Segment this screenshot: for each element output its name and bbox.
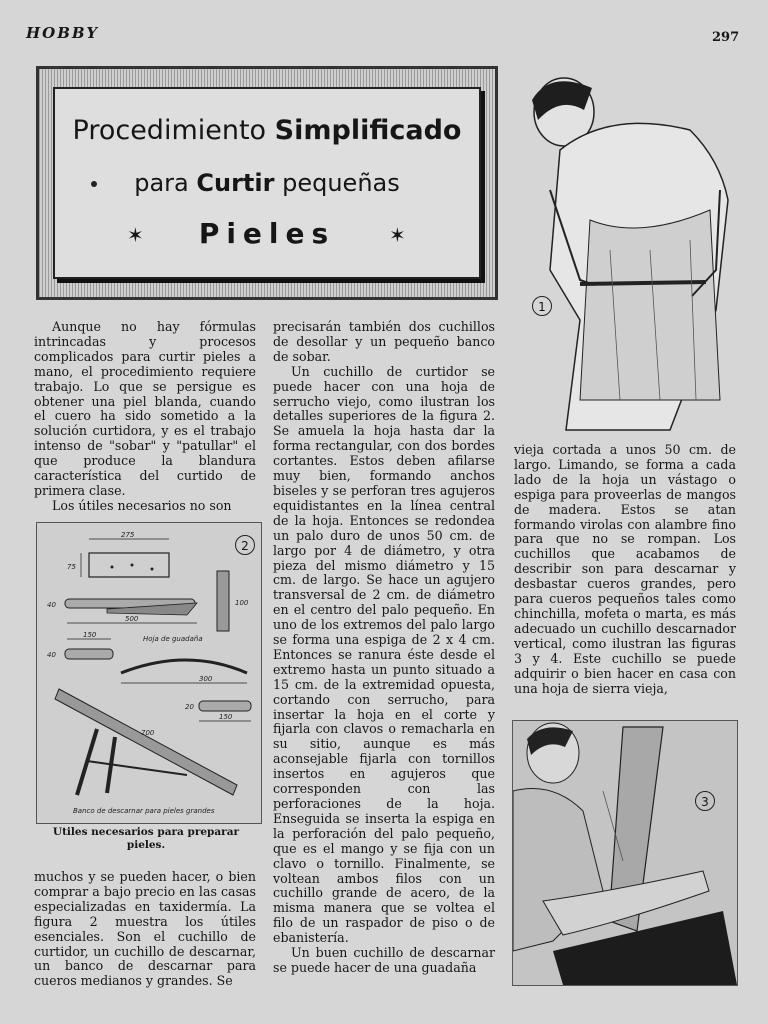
paragraph: precisarán también dos cuchillos de desollar y un pequeño banco de sobar. bbox=[273, 319, 495, 364]
figure-2-caption: Utiles necesarios para preparar pieles. bbox=[52, 826, 240, 851]
paragraph: muchos y se pueden hacer, o bien comprar a bajo precio en las casas especializadas en taxidermía. La figura 2 muestra los útiles esenciales. Son el cuchillo de curtidor, un cuchillo de descarnar, un banco de descarnar para cueros medianos y grandes. Se bbox=[34, 869, 256, 989]
running-title: HOBBY bbox=[26, 24, 100, 42]
dim-label: 150 bbox=[219, 713, 233, 721]
title-word-bold: Curtir bbox=[196, 169, 275, 197]
dim-label: 20 bbox=[185, 703, 194, 711]
title-word: pequeñas bbox=[282, 169, 400, 197]
paragraph: Un cuchillo de curtidor se puede hacer con una hoja de serrucho viejo, como ilustran los detalles superiores de la figura 2. Se amuela la hoja hasta dar la forma rectangular, con dos bordes cortantes. Estos deben afilarse muy bien, formando anchos biseles y se perforan tres agujeros equidistantes en la línea central de la hoja. Entonces se redondea un palo duro de unos 50 cm. de largo por 4 de diámetro, y otra pieza del mismo diámetro y 15 cm. de largo. Se hace un agujero transversal de 2 cm. de diámetro en el centro del palo pequeño. En uno de los extremos del palo largo se forma una espiga de 2 x 4 cm. Entonces se ranura éste desde el extremo hasta un punto situado a 15 cm. de la extremidad opuesta, cortando con serrucho, para insertar la hoja en el corte y fijarla con clavos o remacharla en su sitio, aunque es más aconsejable fijarla con tornillos insertos en agujeros que corresponden con las perforaciones de la hoja. Enseguida se inserta la espiga en la perforación del palo pequeño, que es el mango y se fija con un clavo o tornillo. Finalmente, se voltean ambos filos con un cuchillo grande de acero, de la misma manera que se voltea el filo de un raspador de piso o de ebanistería. bbox=[273, 363, 495, 946]
title-box bbox=[36, 66, 498, 300]
title-panel bbox=[53, 87, 481, 279]
figure-label: Banco de descarnar para pieles grandes bbox=[73, 807, 215, 815]
dim-label: 100 bbox=[235, 599, 249, 607]
dim-label: 275 bbox=[121, 531, 135, 539]
paragraph: vieja cortada a unos 50 cm. de largo. Limando, se forma a cada lado de la hoja un vástago o espiga para proveerlas de mangos de madera. Estos se atan formando virolas con alambre fino para que no se rompan. Los cuchillos que acabamos de describir son para descarnar y desbastar cueros grandes, pero para cueros pequeños tales como chinchilla, mofeta o marta, es más adecuado un cuchillo descarnador vertical, como ilustran las figuras 3 y 4. Este cuchillo se puede adquirir o bien hacer en casa con una hoja de sierra vieja, bbox=[514, 442, 736, 696]
tools-illustration bbox=[37, 523, 261, 823]
figure-label: Hoja de guadaña bbox=[143, 635, 203, 643]
title-word: Procedimiento bbox=[72, 115, 267, 146]
body-column-1-top bbox=[34, 320, 256, 514]
dim-label: 40 bbox=[47, 651, 56, 659]
figure-number: 1 bbox=[532, 296, 552, 316]
dim-label: 300 bbox=[199, 675, 213, 683]
page-number: 297 bbox=[712, 30, 740, 45]
star-right-icon: ✶ bbox=[389, 223, 406, 247]
star-left-icon: ✶ bbox=[127, 223, 144, 247]
dim-label: 700 bbox=[141, 729, 155, 737]
man-scraping-illustration bbox=[520, 70, 742, 436]
paragraph: Aunque no hay fórmulas intrincadas y procesos complicados para curtir pieles a mano, el procedimiento requiere trabajo. Lo que se persigue es obtener una piel blanda, cuando el cuero ha sido sometido a la solución curtidora, y es el trabajo intenso de "sobar" y "patullar" el que produce la blandura característica del curtido de primera clase. bbox=[34, 319, 256, 498]
dim-label: 150 bbox=[83, 631, 97, 639]
body-column-1-bottom bbox=[34, 870, 256, 989]
figure-1-man-illustration bbox=[520, 70, 742, 436]
dim-label: 75 bbox=[67, 563, 76, 571]
dim-label: 500 bbox=[125, 615, 139, 623]
title-line-2 bbox=[55, 169, 479, 197]
figure-3-vertical-knife-photo bbox=[512, 720, 738, 986]
dim-label: 40 bbox=[47, 601, 56, 609]
title-line-3: Pieles bbox=[198, 217, 336, 250]
paragraph: Un buen cuchillo de descarnar se puede hacer de una guadaña bbox=[273, 945, 495, 975]
body-column-3 bbox=[514, 443, 736, 696]
vertical-knife-illustration bbox=[513, 721, 737, 985]
figure-number: 2 bbox=[235, 535, 255, 555]
figure-2-tools-drawing bbox=[36, 522, 262, 824]
body-column-2 bbox=[273, 320, 495, 976]
paragraph: Los útiles necesarios no son bbox=[52, 497, 232, 513]
title-line-1 bbox=[55, 115, 479, 146]
title-word-bold: Simplificado bbox=[274, 115, 462, 146]
title-word: para bbox=[134, 169, 189, 197]
figure-number: 3 bbox=[695, 791, 715, 811]
